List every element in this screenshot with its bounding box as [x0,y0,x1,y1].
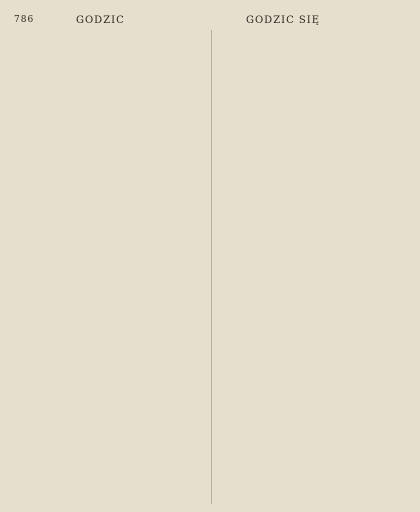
left-text-column [14,30,203,504]
right-column-headword: GODZIC SIĘ [246,15,321,26]
column-rule [211,30,212,504]
text-columns [14,30,408,504]
running-head [14,15,406,29]
right-text-column [220,30,409,504]
page-number: 786 [14,15,35,25]
left-column-headword: GODZIC [76,15,125,26]
